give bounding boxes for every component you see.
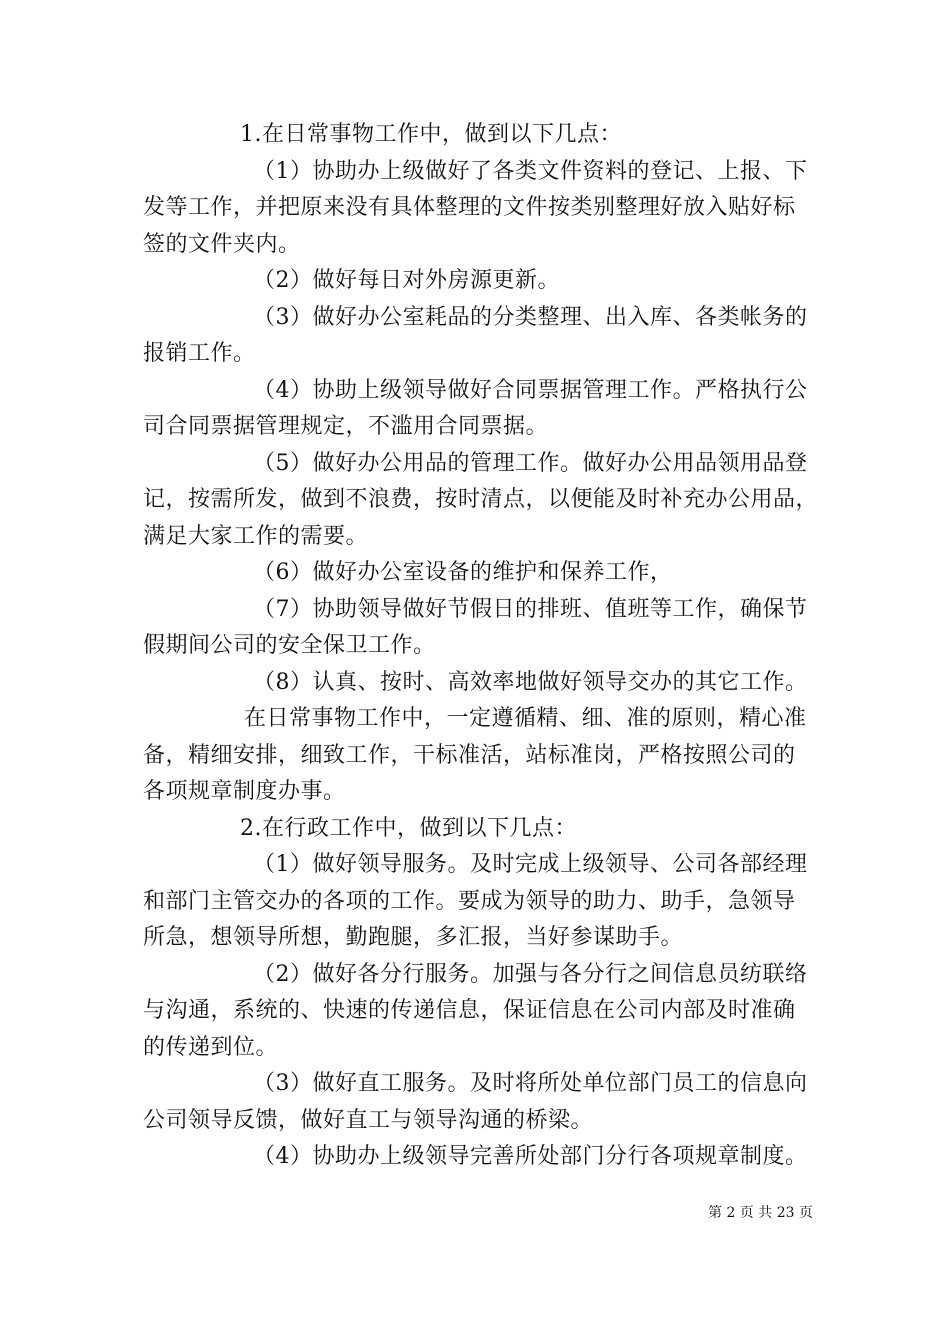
paragraph-line: 与沟通，系统的、快速的传递信息，保证信息在公司内部及时准确	[143, 998, 796, 1023]
paragraph-line: 各项规章制度办事。	[143, 779, 346, 804]
paragraph-line: 假期间公司的安全保卫工作。	[143, 633, 436, 658]
paragraph-line: 记，按需所发，做到不浪费，按时清点，以便能及时补充办公用品，	[143, 487, 819, 512]
paragraph-line: （2）做好每日对外房源更新。	[253, 268, 560, 293]
paragraph-line: 和部门主管交办的各项的工作。要成为领导的助力、助手，急领导	[143, 888, 796, 914]
paragraph-line: （8）认真、按时、高效率地做好领导交办的其它工作。	[253, 669, 808, 695]
paragraph-line: 发等工作，并把原来没有具体整理的文件按类别整理好放入贴好标	[143, 195, 796, 220]
paragraph-line: 在日常事物工作中，一定遵循精、细、准的原则，精心准	[244, 706, 807, 731]
paragraph-line: 备，精细安排，细致工作，干标准活，站标准岗，严格按照公司的	[143, 742, 796, 768]
paragraph-line: （3）做好办公室耗品的分类整理、出入库、各类帐务的	[253, 304, 808, 330]
paragraph-line: 公司领导反馈，做好直工与领导沟通的桥梁。	[143, 1107, 594, 1133]
paragraph-line: （1）协助办上级做好了各类文件资料的登记、上报、下	[253, 158, 808, 184]
paragraph-line: （3）做好直工服务。及时将所处单位部门员工的信息向	[253, 1071, 808, 1096]
page-number-footer: 第 2 页 共 23 页	[708, 1205, 813, 1221]
paragraph-line: （5）做好办公用品的管理工作。做好办公用品领用品登	[253, 450, 808, 476]
paragraph-line: （1）做好领导服务。及时完成上级领导、公司各部经理	[253, 852, 808, 877]
paragraph-line: （4）协助办上级领导完善所处部门分行各项规章制度。	[253, 1144, 808, 1169]
section-heading-2: 2.在行政工作中，做到以下几点：	[240, 815, 577, 841]
paragraph-line: 司合同票据管理规定，不滥用合同票据。	[143, 414, 549, 439]
paragraph-line: （7）协助领导做好节假日的排班、值班等工作，确保节	[253, 596, 808, 622]
paragraph-line: （2）做好各分行服务。加强与各分行之间信息员纺联络	[253, 961, 808, 987]
paragraph-line: 报销工作。	[143, 341, 256, 366]
paragraph-line: 所急，想领导所想，勤跑腿，多汇报，当好参谋助手。	[143, 925, 684, 950]
paragraph-line: 满足大家工作的需要。	[143, 523, 369, 549]
paragraph-line: 的传递到位。	[143, 1034, 279, 1060]
paragraph-line: （6）做好办公室设备的维护和保养工作，	[253, 560, 673, 585]
section-heading-1: 1.在日常事物工作中，做到以下几点：	[240, 122, 622, 147]
document-body	[143, 117, 823, 1176]
paragraph-line: （4）协助上级领导做好合同票据管理工作。严格执行公	[253, 377, 808, 403]
paragraph-line: 签的文件夹内。	[143, 231, 301, 257]
